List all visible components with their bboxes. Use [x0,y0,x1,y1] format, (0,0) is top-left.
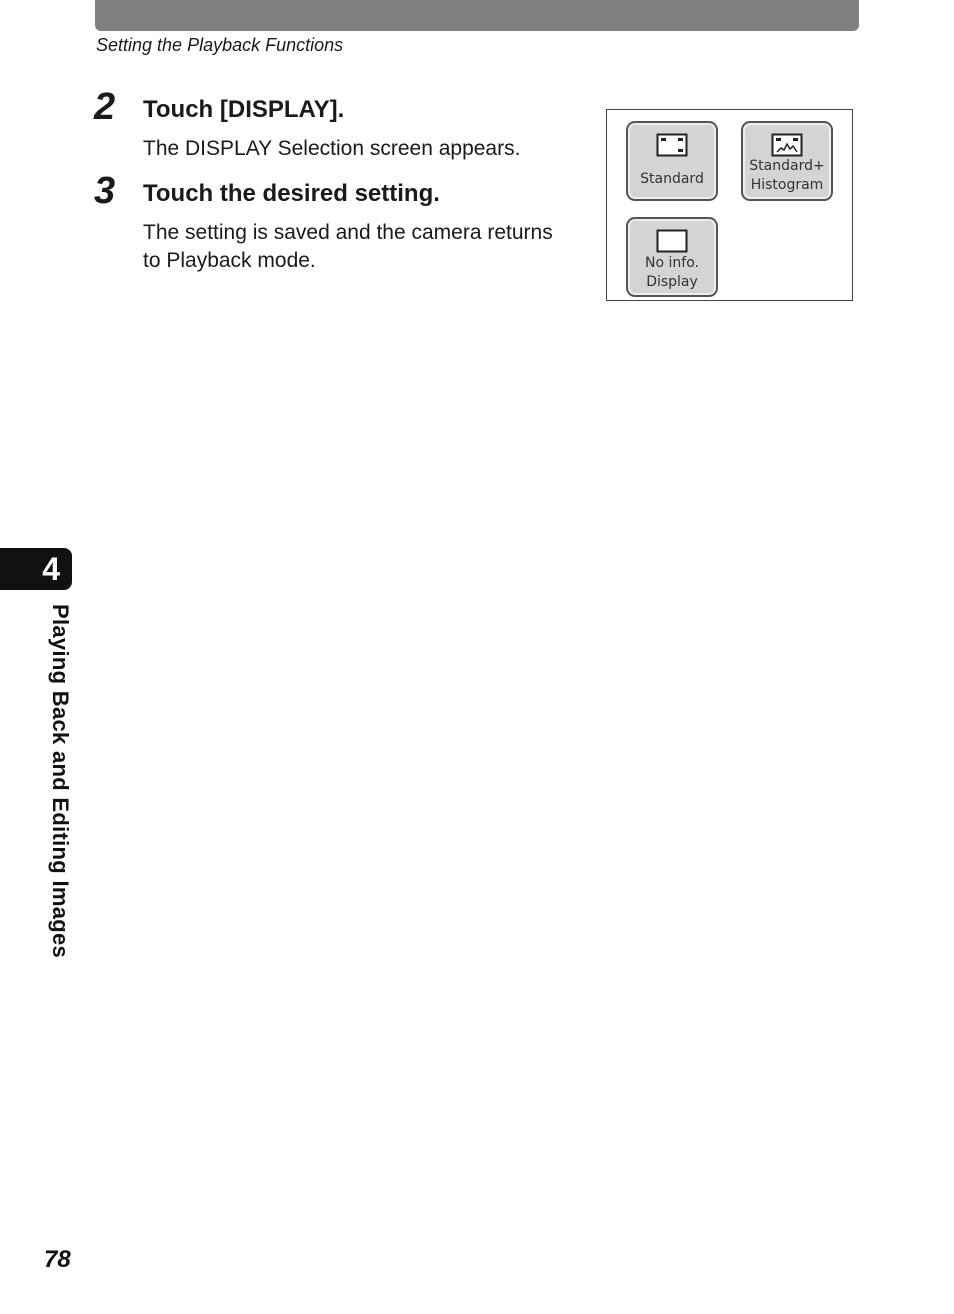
no-info-display-icon [656,229,688,257]
header-bar [95,0,859,31]
chapter-title: Playing Back and Editing Images [48,604,73,959]
no-info-display-option-label: No info. Display [645,255,699,290]
standard-histogram-option-button[interactable] [741,121,833,201]
standard-option-button[interactable] [626,121,718,201]
no-info-display-option-button[interactable] [626,217,718,297]
standard-display-icon [656,133,688,161]
step-2-number: 2 [94,86,116,128]
step-3-title: Touch the desired setting. [143,180,440,207]
display-selection-screen [606,109,853,301]
standard-option-label: Standard [640,171,704,187]
standard-histogram-option-label: Standard+ Histogram [749,158,825,193]
step-3-body: The setting is saved and the camera returns to Playback mode. [143,221,553,272]
chapter-number-tab: 4 [0,548,72,590]
section-title: Setting the Playback Functions [96,35,344,55]
step-2-body: The DISPLAY Selection screen appears. [143,137,521,160]
step-3-number: 3 [94,170,116,212]
page-number: 78 [44,1246,71,1273]
step-2-title: Touch [DISPLAY]. [143,96,345,123]
